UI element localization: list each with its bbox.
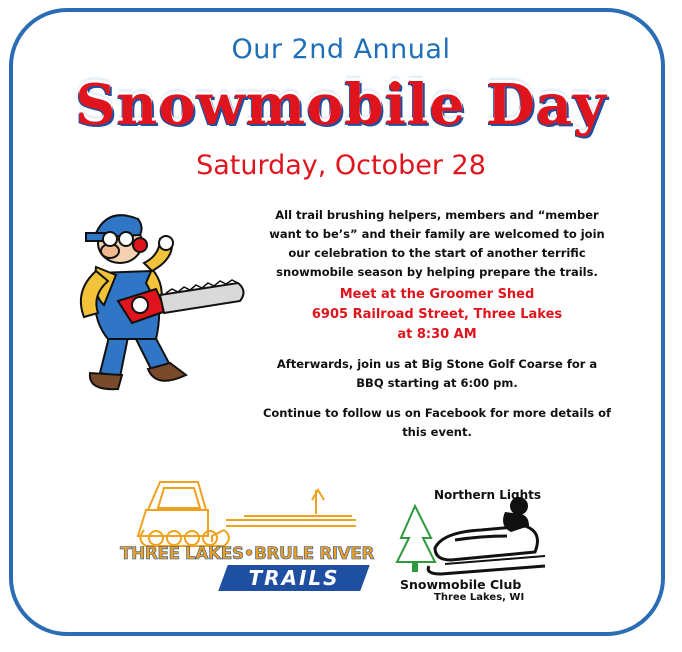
page-title: Snowmobile Day	[75, 72, 607, 138]
trails-logo-line1: THREE LAKES•BRULE RIVER	[120, 544, 374, 564]
trails-logo-banner	[218, 565, 369, 591]
event-date: Saturday, October 28	[196, 150, 486, 181]
pre-title: Our 2nd Annual	[231, 34, 451, 65]
trails-logo-text: TRAILS	[248, 566, 340, 590]
meeting-time: at 8:30 AM	[397, 327, 477, 342]
meeting-place: Meet at the Groomer Shed	[339, 287, 535, 302]
meeting-info	[262, 285, 612, 345]
intro-paragraph: All trail brushing helpers, members and “member want to be’s” and their family are welcomed to join our celebration to the start of another terrific snowmobile season by helping prepare the trails.	[269, 208, 605, 279]
facebook-paragraph: Continue to follow us on Facebook for more details of this event.	[262, 406, 612, 439]
club-logo-top: Northern Lights	[434, 488, 542, 502]
club-location: Three Lakes, WI	[434, 592, 525, 603]
chainsaw-worker-illustration	[48, 205, 253, 405]
club-name: Snowmobile Club	[400, 577, 522, 592]
afterwards-paragraph: Afterwards, join us at Big Stone Golf Coarse for a BBQ starting at 6:00 pm.	[276, 357, 598, 390]
meeting-address: 6905 Railroad Street, Three Lakes	[311, 307, 563, 322]
